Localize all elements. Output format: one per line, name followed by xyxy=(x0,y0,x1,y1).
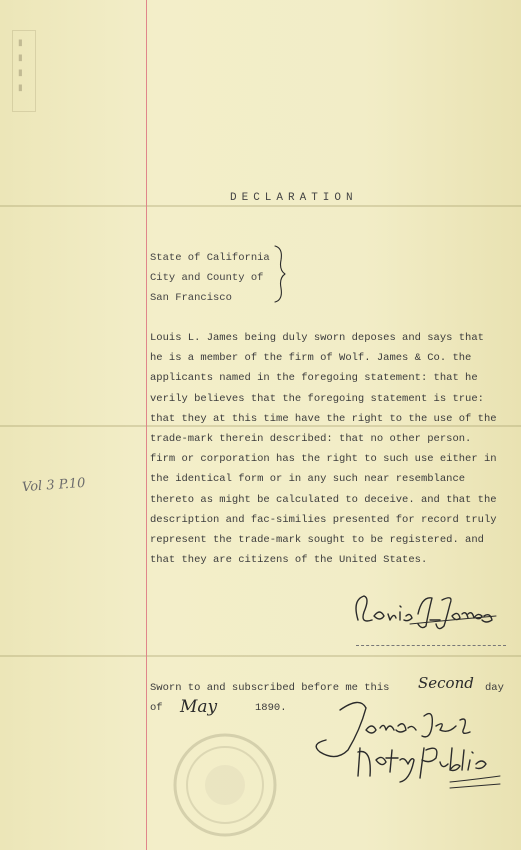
page-title: DECLARATION xyxy=(230,192,358,204)
year-text: 1890. xyxy=(255,702,287,714)
fold-line xyxy=(0,655,521,657)
body-line: thereto as might be calculated to deceive. and that the xyxy=(150,493,497,506)
venue-block xyxy=(150,248,270,308)
body-line: that they at this time have the right to the use of the xyxy=(150,412,497,425)
venue-line: San Francisco xyxy=(150,292,232,304)
jurat-text: Sworn to and subscribed before me this xyxy=(150,682,390,694)
declarant-signature xyxy=(350,590,500,635)
body-line: applicants named in the foregoing statement: that he xyxy=(150,372,478,385)
body-line: the identical form or in any such near resemblance xyxy=(150,473,466,486)
day-word: day xyxy=(485,682,504,694)
body-line: Louis L. James being duly sworn deposes and says that xyxy=(150,332,484,344)
of-word: of xyxy=(150,702,163,714)
faded-stamp: ▮▮▮▮ xyxy=(12,30,36,112)
venue-line: City and County of xyxy=(150,272,264,284)
signature-line xyxy=(356,645,506,646)
body-line: verily believes that the foregoing statement is true: xyxy=(150,392,484,405)
body-line: represent the trade-mark sought to be registered. and xyxy=(150,534,484,547)
venue-line: State of California xyxy=(150,252,270,264)
fold-line xyxy=(0,205,521,207)
body-line: firm or corporation has the right to such use either in xyxy=(150,453,497,466)
handwritten-month: May xyxy=(180,697,218,717)
handwritten-day: Second xyxy=(418,674,474,692)
body-line: trade-mark therein described: that no other person. xyxy=(150,433,472,446)
embossed-seal-icon xyxy=(170,730,280,840)
body-line: he is a member of the firm of Wolf. James & Co. the xyxy=(150,352,472,365)
body-line: that they are citizens of the United States. xyxy=(150,554,428,567)
notary-signature xyxy=(300,690,520,790)
margin-note: Vol 3 P.10 xyxy=(21,475,86,496)
declaration-body xyxy=(150,328,518,570)
curly-brace-icon xyxy=(271,244,291,304)
margin-rule xyxy=(146,0,147,850)
body-line: description and fac-similies presented for record truly xyxy=(150,513,497,526)
